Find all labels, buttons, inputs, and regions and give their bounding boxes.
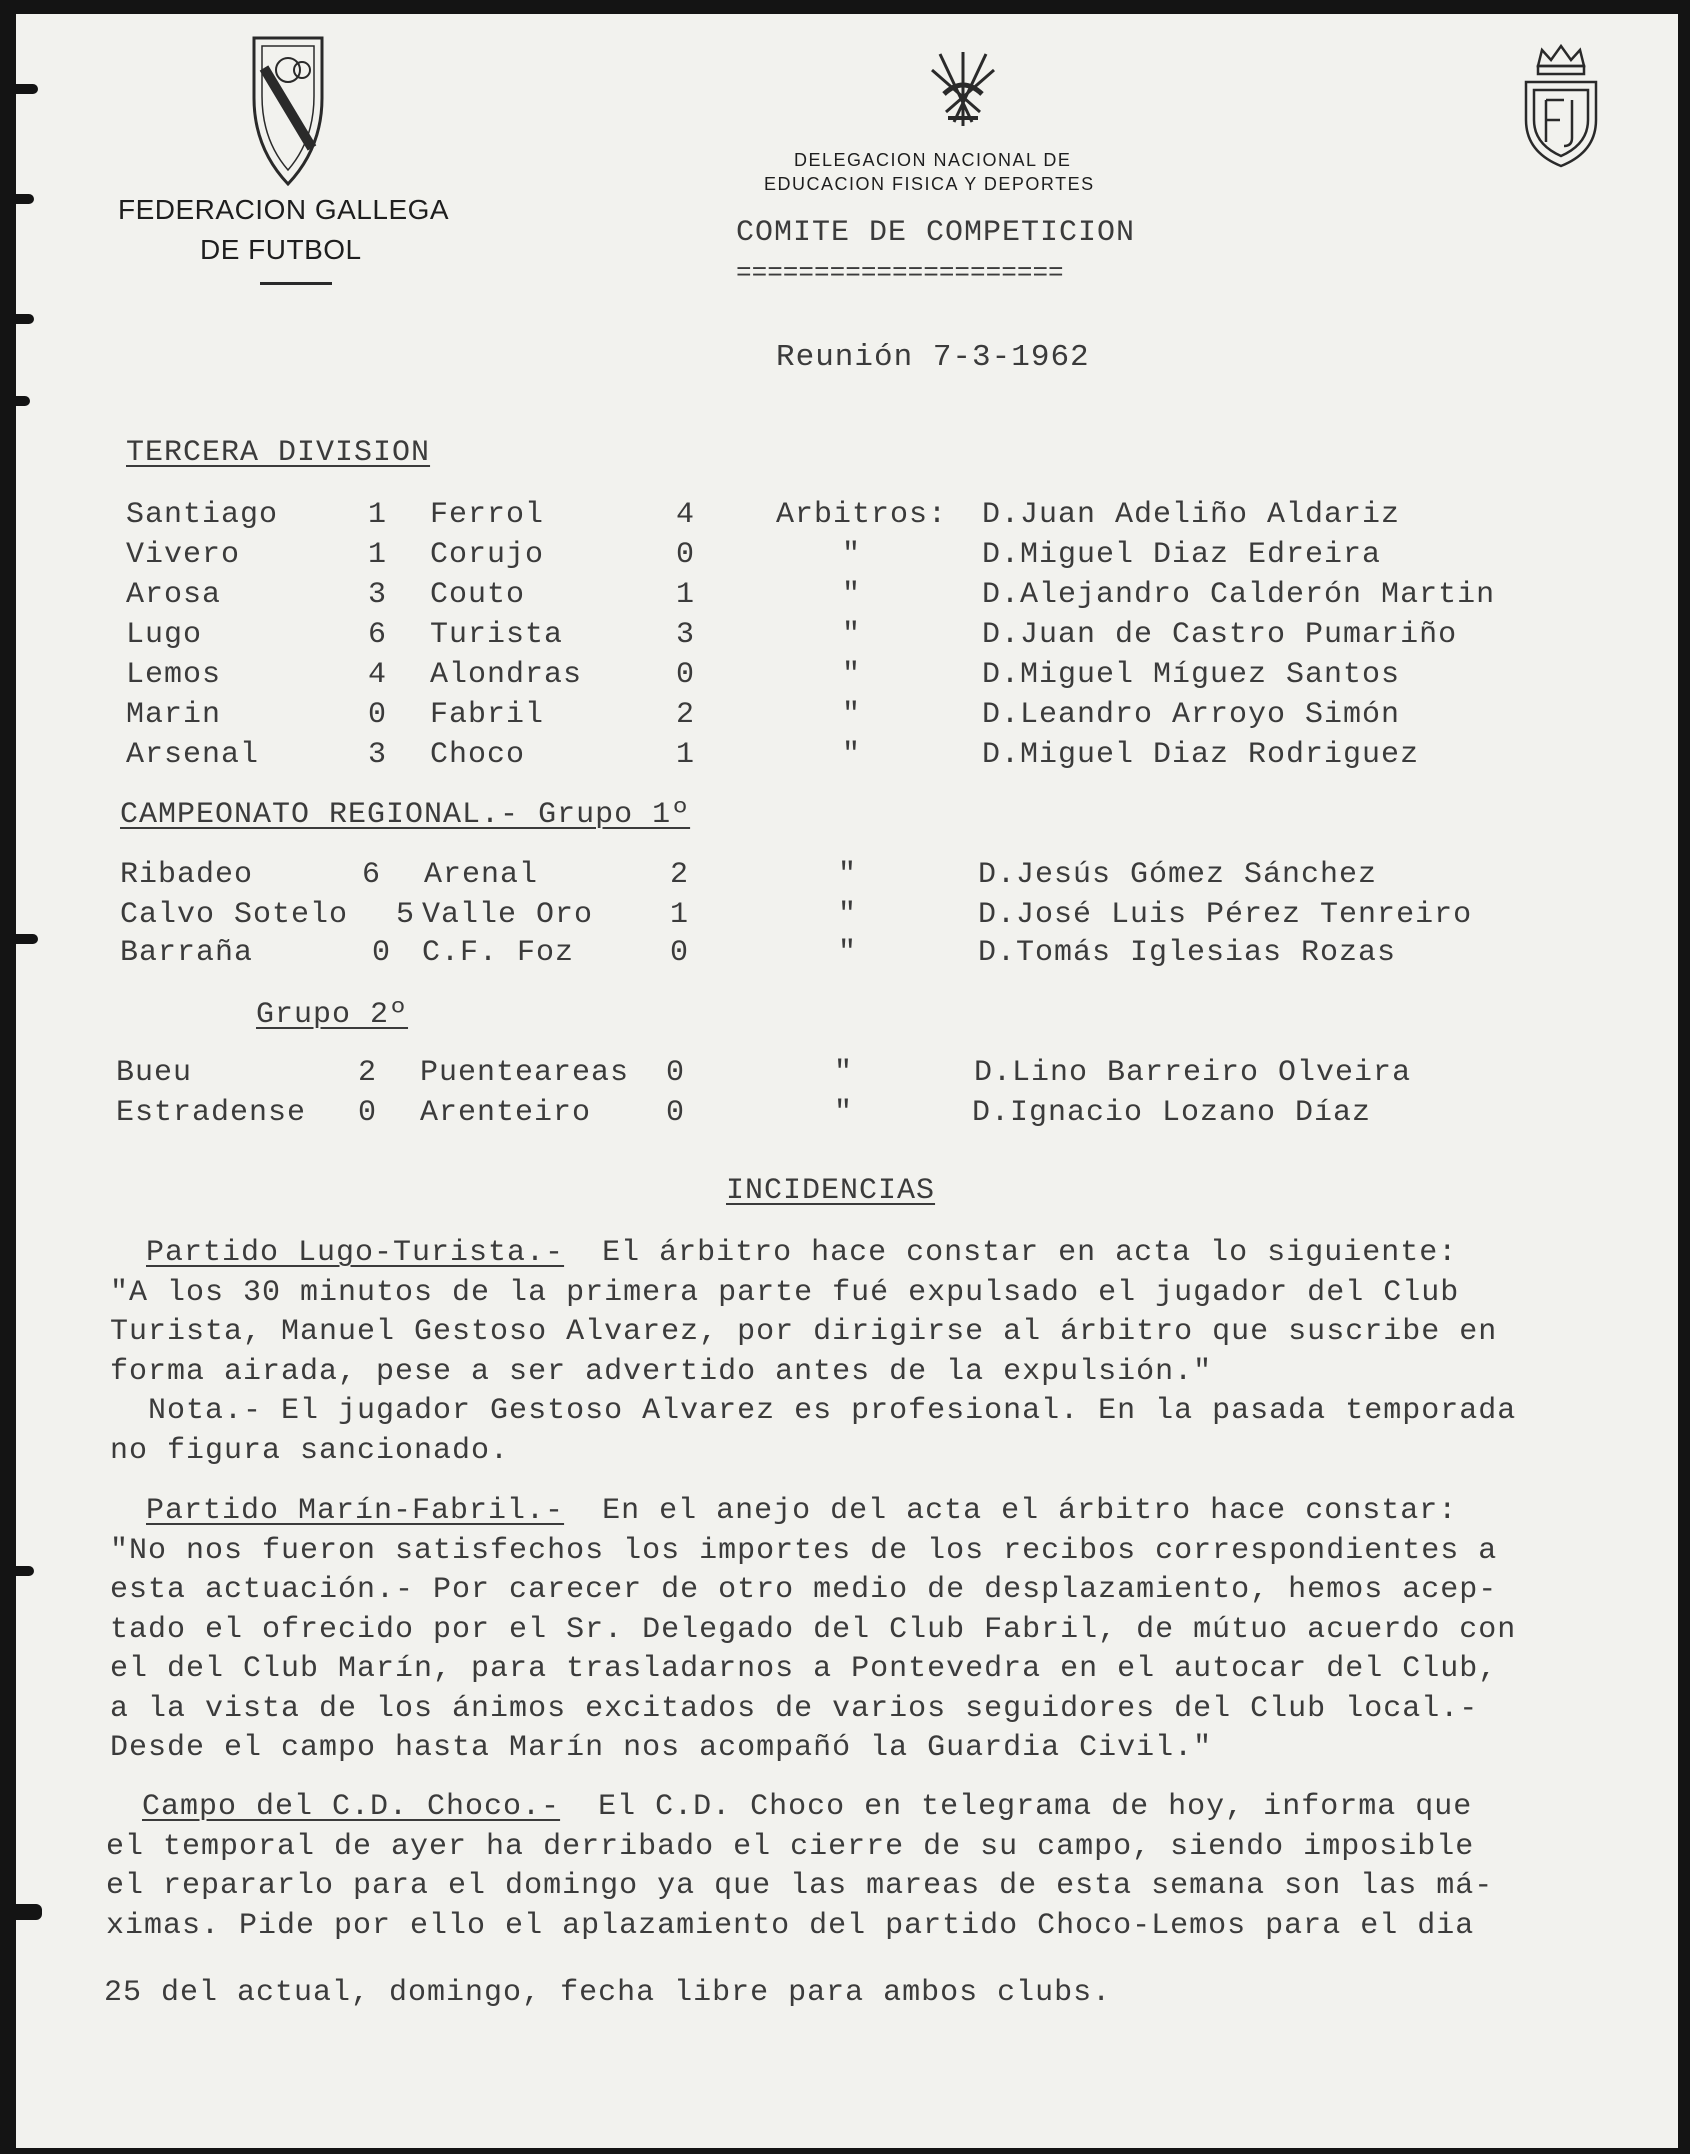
away-score: 0 [670,936,690,970]
ditto-mark: " [838,936,858,970]
incident-title: Campo del C.D. Choco.- [142,1790,561,1824]
ditto-mark: " [834,1096,854,1130]
ditto-mark: " [842,738,862,772]
tercera-heading: TERCERA DIVISION [126,436,431,470]
home-score: 4 [368,658,388,692]
referee-name: D.Juan de Castro Pumariño [982,618,1458,652]
ditto-mark: " [834,1056,854,1090]
away-team: Ferrol [430,498,545,532]
away-score: 2 [670,858,690,892]
home-team: Arsenal [126,738,260,772]
away-team: C.F. Foz [422,936,575,970]
incident-choco-last-line: 25 del actual, domingo, fecha libre para ambos clubs. [104,1976,1112,2010]
group2-heading: Grupo 2º [256,998,409,1032]
home-team: Lugo [126,618,203,652]
incident-lugo [110,1234,1670,1471]
home-team: Bueu [116,1056,193,1090]
away-team: Choco [430,738,526,772]
incidencias-heading: INCIDENCIAS [726,1174,936,1208]
away-score: 3 [676,618,696,652]
document-page [16,14,1678,2148]
away-team: Corujo [430,538,545,572]
home-score: 0 [358,1096,378,1130]
away-score: 0 [666,1096,686,1130]
referee-name: D.Miguel Diaz Edreira [982,538,1382,572]
home-team: Barraña [120,936,254,970]
incident-quote: "No nos fueron satisfechos los importes de los recibos correspondientes a esta actuación.- Por carecer de otro medio de desplazamiento, hemos acep- tado el ofrecido por el Sr. Delegado del Club Fabril, de mútuo acuerdo con el del Club Marín, para trasladarnos a Pontevedra en el autocar del Club, a la vista de los ánimos excitados de varios seguidores del Club local.- Desde el campo hasta Marín nos acompañó la Guardia Civil." [110,1533,1517,1765]
referee-name: D.José Luis Pérez Tenreiro [978,898,1473,932]
home-score: 6 [368,618,388,652]
federation-name-line2: DE FUTBOL [200,234,362,265]
away-score: 4 [676,498,696,532]
committee-title: COMITE DE COMPETICION [736,216,1136,250]
ditto-mark: " [842,618,862,652]
punch-hole [16,1904,42,1920]
home-team: Estradense [116,1096,307,1130]
ditto-mark: " [842,658,862,692]
incident-marin [110,1492,1670,1769]
ditto-mark: " [842,698,862,732]
home-score: 0 [372,936,392,970]
home-score: 6 [362,858,382,892]
incident-title: Partido Lugo-Turista.- [146,1236,565,1270]
incident-choco [106,1788,1666,1946]
ditto-mark: " [842,578,862,612]
away-score: 0 [676,658,696,692]
away-score: 1 [676,578,696,612]
home-team: Ribadeo [120,858,254,892]
federation-shield-logo [248,28,328,188]
home-score: 1 [368,498,388,532]
ditto-mark: " [842,538,862,572]
federation-name-line1: FEDERACION GALLEGA [118,194,450,225]
home-team: Marin [126,698,222,732]
away-team: Arenal [424,858,539,892]
ditto-mark: " [838,898,858,932]
away-score: 1 [676,738,696,772]
home-team: Calvo Sotelo [120,898,349,932]
away-score: 1 [670,898,690,932]
referee-name: D.Miguel Míguez Santos [982,658,1401,692]
away-team: Alondras [430,658,583,692]
away-score: 2 [676,698,696,732]
ditto-mark: " [838,858,858,892]
referee-name: D.Jesús Gómez Sánchez [978,858,1378,892]
home-team: Santiago [126,498,279,532]
home-team: Lemos [126,658,222,692]
referee-name: D.Tomás Iglesias Rozas [978,936,1397,970]
punch-hole [16,84,38,94]
punch-hole [16,396,30,406]
home-score: 1 [368,538,388,572]
home-score: 0 [368,698,388,732]
yoke-arrows-emblem [928,46,998,134]
incident-lead: En el anejo del acta el árbitro hace constar: [564,1494,1458,1528]
punch-hole [16,194,34,204]
incident-lead: El árbitro hace constar en acta lo siguiente: [564,1236,1458,1270]
incident-body: el temporal de ayer ha derribado el cierre de su campo, siendo imposible el repararlo para el domingo ya que las mareas de esta semana son las má- ximas. Pide por ello el aplazamiento del partido Choco-Lemos para el dia [106,1829,1494,1943]
delegation-line2: EDUCACION FISICA Y DEPORTES [764,174,1095,194]
punch-hole [16,934,38,944]
home-score: 5 [396,898,416,932]
away-score: 0 [676,538,696,572]
referee-name: D.Leandro Arroyo Simón [982,698,1401,732]
away-team: Arenteiro [420,1096,592,1130]
incident-note: Nota.- El jugador Gestoso Alvarez es profesional. En la pasada temporada no figura sancionado. [110,1394,1517,1468]
referee-name: D.Alejandro Calderón Martin [982,578,1496,612]
punch-hole [16,314,34,324]
delegation-line1: DELEGACION NACIONAL DE [794,150,1072,170]
away-team: Valle Oro [422,898,594,932]
home-team: Arosa [126,578,222,612]
away-team: Fabril [430,698,545,732]
meeting-date: Reunión 7-3-1962 [776,340,1090,375]
away-team: Turista [430,618,564,652]
referees-label: Arbitros: [776,498,948,532]
regional-heading: CAMPEONATO REGIONAL.- Grupo 1º [120,798,691,832]
incident-title: Partido Marín-Fabril.- [146,1494,565,1528]
incident-quote: "A los 30 minutos de la primera parte fué expulsado el jugador del Club Turista, Manuel Gestoso Alvarez, por dirigirse al árbitro que suscribe en forma airada, pese a ser advertido antes de la expulsión." [110,1275,1498,1389]
away-team: Couto [430,578,526,612]
referee-name: D.Juan Adeliño Aldariz [982,498,1401,532]
home-score: 3 [368,738,388,772]
home-score: 2 [358,1056,378,1090]
committee-rule: ===================== [736,258,1064,288]
rfef-crowned-shield [1520,42,1602,170]
federation-underline [260,282,332,285]
home-team: Vivero [126,538,241,572]
home-score: 3 [368,578,388,612]
incident-lead: El C.D. Choco en telegrama de hoy, informa que [560,1790,1473,1824]
referee-name: D.Lino Barreiro Olveira [974,1056,1412,1090]
punch-hole [16,1566,34,1576]
away-team: Puenteareas [420,1056,630,1090]
away-score: 0 [666,1056,686,1090]
referee-name: D.Ignacio Lozano Díaz [972,1096,1372,1130]
referee-name: D.Miguel Diaz Rodriguez [982,738,1420,772]
